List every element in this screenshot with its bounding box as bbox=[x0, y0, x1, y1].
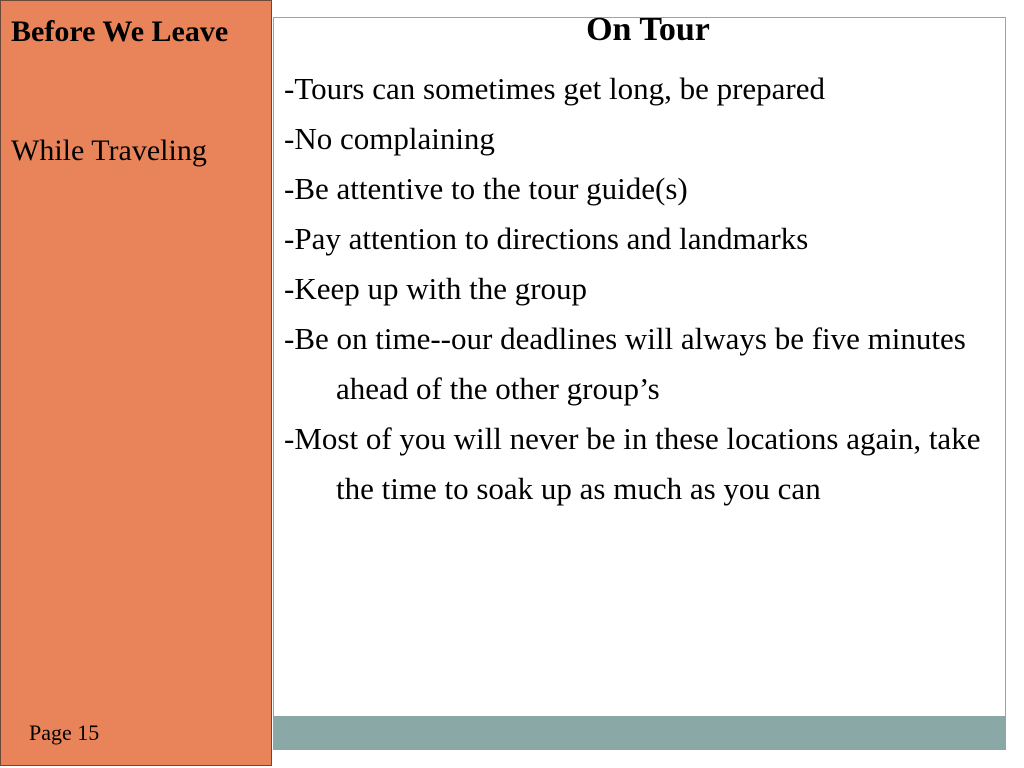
slide-title: On Tour bbox=[586, 11, 710, 48]
bullet-list bbox=[284, 64, 1019, 514]
sidebar-heading: Before We Leave bbox=[11, 15, 229, 48]
sidebar-item-while-traveling[interactable]: While Traveling bbox=[11, 134, 207, 167]
page-number: Page 15 bbox=[29, 720, 100, 745]
bullet-item: -No complaining bbox=[284, 121, 495, 156]
sidebar-panel bbox=[0, 0, 272, 766]
bullet-item: -Keep up with the group bbox=[284, 271, 588, 306]
bullet-item: -Most of you will never be in these locations again, take the time to soak up as much as you can bbox=[284, 421, 981, 506]
bullet-item: -Pay attention to directions and landmarks bbox=[284, 221, 809, 256]
bullet-item: -Be attentive to the tour guide(s) bbox=[284, 171, 688, 206]
bullet-item: -Be on time--our deadlines will always be five minutes ahead of the other group’s bbox=[284, 321, 966, 406]
footer-bar bbox=[273, 716, 1006, 750]
bullet-item: -Tours can sometimes get long, be prepared bbox=[284, 71, 826, 106]
